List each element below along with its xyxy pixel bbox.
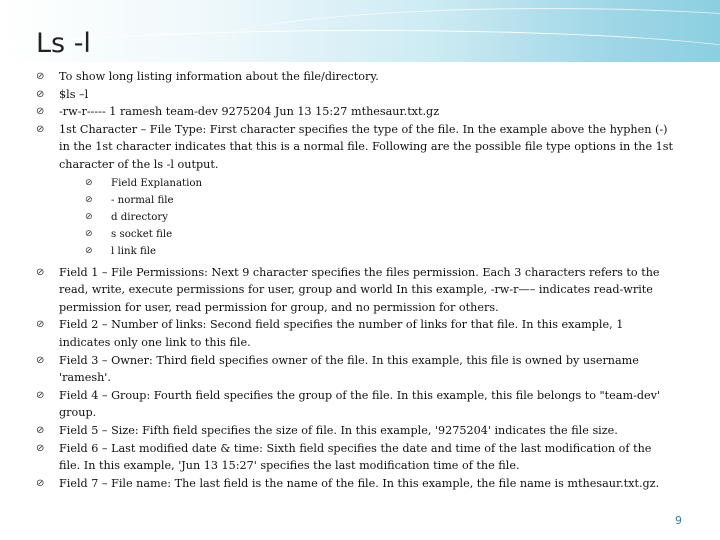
ribbon-bullet-icon: ⊘ bbox=[36, 389, 45, 401]
sublist-item bbox=[85, 192, 676, 209]
list-item-text: Field 1 – File Permissions: Next 9 character specifies the files permission. Each 3 characters refers to the read, write, execute permissions for user, group and world In this example, -rw-r—– indicates read-write permission for user, read permission for group, and no permission for others. bbox=[59, 265, 660, 314]
ribbon-bullet-icon: ⊘ bbox=[36, 354, 45, 366]
sublist-item-text: Field Explanation bbox=[111, 177, 203, 189]
slide-title: Ls -l bbox=[36, 28, 91, 59]
list-item-text: Field 5 – Size: Fifth field specifies the size of file. In this example, '9275204' indicates the file size. bbox=[59, 423, 618, 437]
ribbon-bullet-icon: ⊘ bbox=[36, 319, 45, 331]
list-item-text: Field 4 – Group: Fourth field specifies the group of the file. In this example, this file belongs to "team-dev' group. bbox=[59, 388, 661, 420]
bullet-list bbox=[36, 68, 676, 492]
sublist-item-text: s socket file bbox=[111, 228, 173, 240]
ribbon-bullet-icon: ⊘ bbox=[85, 194, 93, 205]
list-item-text: Field 7 – File name: The last field is the name of the file. In this example, the file name is mthesaur.txt.gz. bbox=[59, 476, 660, 490]
list-item-text: Field 3 – Owner: Third field specifies owner of the file. In this example, this file is owned by username 'ramesh'. bbox=[59, 353, 639, 385]
ribbon-bullet-icon: ⊘ bbox=[36, 88, 45, 100]
ribbon-bullet-icon: ⊘ bbox=[36, 266, 45, 278]
header-band bbox=[0, 0, 720, 62]
list-item bbox=[36, 422, 676, 440]
list-item bbox=[36, 68, 676, 86]
ribbon-bullet-icon: ⊘ bbox=[85, 211, 93, 222]
sublist-item bbox=[85, 209, 676, 226]
ribbon-bullet-icon: ⊘ bbox=[36, 106, 45, 118]
list-item-text: 1st Character – File Type: First character specifies the type of the file. In the example above the hyphen (-) in the 1st character indicates that this is a normal file. Following are the possible file type options in the 1st character of the ls -l output. bbox=[59, 122, 673, 171]
list-item bbox=[36, 121, 676, 260]
list-item bbox=[36, 440, 676, 475]
ribbon-bullet-icon: ⊘ bbox=[36, 123, 45, 135]
list-item bbox=[36, 264, 676, 317]
list-item-text: Field 6 – Last modified date & time: Sixth field specifies the date and time of the last modification of the file. In this example, 'Jun 13 15:27' specifies the last modification time of the file. bbox=[59, 441, 652, 473]
file-type-sublist bbox=[85, 175, 676, 260]
sublist-item-text: - normal file bbox=[111, 194, 174, 206]
list-item bbox=[36, 316, 676, 351]
list-item bbox=[36, 86, 676, 104]
ribbon-bullet-icon: ⊘ bbox=[85, 245, 93, 256]
sublist-item bbox=[85, 243, 676, 260]
ribbon-bullet-icon: ⊘ bbox=[36, 477, 45, 489]
sublist-item bbox=[85, 175, 676, 192]
list-item-text: To show long listing information about the file/directory. bbox=[59, 70, 379, 83]
list-item bbox=[36, 387, 676, 422]
list-item-text: Field 2 – Number of links: Second field specifies the number of links for that file. In this example, 1 indicates only one link to this file. bbox=[59, 318, 624, 349]
ribbon-bullet-icon: ⊘ bbox=[36, 424, 45, 436]
sublist-item-text: d directory bbox=[111, 211, 168, 223]
list-item-text: $ls –l bbox=[59, 87, 89, 101]
ribbon-bullet-icon: ⊘ bbox=[85, 177, 93, 188]
list-item-text: -rw-r----- 1 ramesh team-dev 9275204 Jun 13 15:27 mthesaur.txt.gz bbox=[59, 105, 440, 119]
page-number: 9 bbox=[675, 514, 682, 527]
ribbon-bullet-icon: ⊘ bbox=[85, 228, 93, 239]
sublist-item-text: l link file bbox=[111, 245, 157, 257]
list-item bbox=[36, 103, 676, 121]
ribbon-bullet-icon: ⊘ bbox=[36, 442, 45, 454]
list-item bbox=[36, 475, 676, 493]
list-item bbox=[36, 352, 676, 387]
slide-content bbox=[36, 68, 676, 492]
sublist-item bbox=[85, 226, 676, 243]
header-wave-decoration bbox=[200, 8, 720, 62]
ribbon-bullet-icon: ⊘ bbox=[36, 71, 45, 82]
